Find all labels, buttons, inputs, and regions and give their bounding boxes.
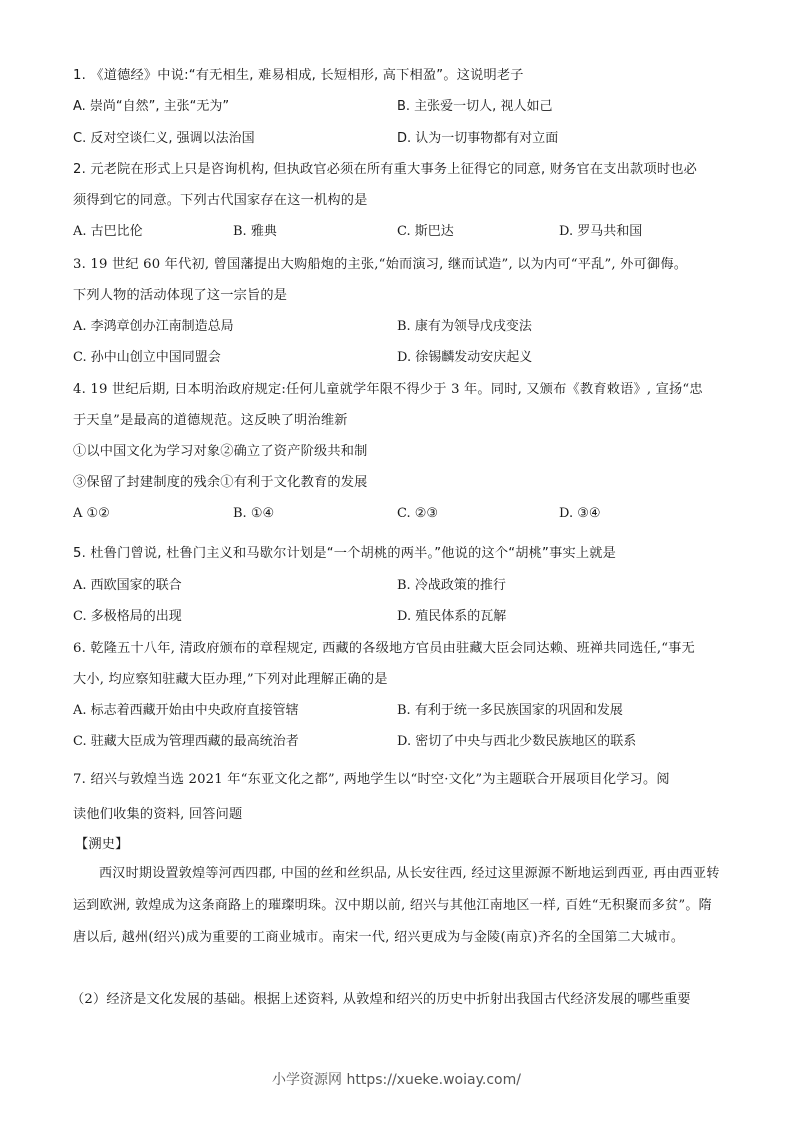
footer-watermark: 小学资源网 https://xueke.woiay.com/ xyxy=(272,1072,521,1088)
q2-option-b: B. 雅典 xyxy=(233,224,277,239)
question-4-item-1-2: ①以中国文化为学习对象②确立了资产阶级共和制 xyxy=(73,444,368,459)
q1-option-c: C. 反对空谈仁义, 强调以法治国 xyxy=(73,131,255,146)
q4-option-d: D. ③④ xyxy=(559,506,601,521)
q5-option-a: A. 西欧国家的联合 xyxy=(73,578,182,593)
q5-option-b: B. 冷战政策的推行 xyxy=(397,578,506,593)
question-3-stem-line-1: 3. 19 世纪 60 年代初, 曾国藩提出大购船炮的主张,“始而演习, 继而试造”, 以为内可“平乱”, 外可御侮。 xyxy=(73,257,688,272)
subquestion-2: （2）经济是文化发展的基础。根据上述资料, 从敦煌和绍兴的历史中折射出我国古代经济发展的哪些重要 xyxy=(71,992,691,1007)
question-4-item-3-4: ③保留了封建制度的残余①有利于文化教育的发展 xyxy=(73,475,368,490)
question-6-stem-line-2: 大小, 均应察知驻藏大臣办理,”下列对此理解正确的是 xyxy=(73,672,388,687)
q4-option-c: C. ②③ xyxy=(397,506,439,521)
question-4-stem-line-1: 4. 19 世纪后期, 日本明治政府规定:任何儿童就学年限不得少于 3 年。同时, 又颁布《教育敕语》, 宣扬“忠 xyxy=(73,382,703,397)
q2-option-a: A. 古巴比伦 xyxy=(73,224,143,239)
q1-option-a: A. 崇尚“自然”, 主张“无为” xyxy=(73,99,230,114)
q6-option-b: B. 有利于统一多民族国家的巩固和发展 xyxy=(397,703,623,718)
q3-option-d: D. 徐锡麟发动安庆起义 xyxy=(397,350,533,365)
question-2-stem-line-1: 2. 元老院在形式上只是咨询机构, 但执政官必须在所有重大事务上征得它的同意, 财务官在支出款项时也必 xyxy=(73,162,697,177)
question-5-stem: 5. 杜鲁门曾说, 杜鲁门主义和马歇尔计划是“一个胡桃的两半。”他说的这个“胡桃”事实上就是 xyxy=(73,546,617,561)
q6-option-d: D. 密切了中央与西北少数民族地区的联系 xyxy=(397,734,637,749)
question-4-stem-line-2: 于天皇”是最高的道德规范。这反映了明治维新 xyxy=(73,413,348,428)
q4-option-a: A ①② xyxy=(73,506,110,521)
q4-option-b: B. ①④ xyxy=(233,506,275,521)
question-1-stem: 1. 《道德经》中说:“有无相生, 难易相成, 长短相形, 高下相盈”。这说明老子 xyxy=(73,68,524,83)
section-title-suyushi: 【溯史】 xyxy=(75,837,129,852)
question-7-stem-line-1: 7. 绍兴与敦煌当选 2021 年“东亚文化之都”, 两地学生以“时空·文化”为主题联合开展项目化学习。阅 xyxy=(73,772,670,787)
q1-option-d: D. 认为一切事物都有对立面 xyxy=(397,131,559,146)
question-6-stem-line-1: 6. 乾隆五十八年, 清政府颁布的章程规定, 西藏的各级地方官员由驻藏大臣会同达赖、班禅共同选任,“事无 xyxy=(73,641,695,656)
history-passage: 西汉时期设置敦煌等河西四郡, 中国的丝和丝织品, 从长安往西, 经过这里源源不断地运到西亚, 再由西亚转运到欧洲, 敦煌成为这条商路上的璀璨明珠。汉中期以前, 绍兴与其他江南地区一样, 百姓“无积聚而多贫”。隋唐以后, 越州(绍兴)成为重要的工商业城市。南宋一代, 绍兴更成为与金陵(南京)齐名的全国第二大城市。 xyxy=(73,866,720,945)
q6-option-a: A. 标志着西藏开始由中央政府直接管辖 xyxy=(73,703,299,718)
question-3-stem-line-2: 下列人物的活动体现了这一宗旨的是 xyxy=(73,288,288,303)
q2-option-c: C. 斯巴达 xyxy=(397,224,454,239)
q5-option-c: C. 多极格局的出现 xyxy=(73,609,182,624)
question-2-stem-line-2: 须得到它的同意。下列古代国家存在这一机构的是 xyxy=(73,193,368,208)
q5-option-d: D. 殖民体系的瓦解 xyxy=(397,609,507,624)
q3-option-b: B. 康有为领导戊戌变法 xyxy=(397,319,532,334)
q6-option-c: C. 驻藏大臣成为管理西藏的最高统治者 xyxy=(73,734,299,749)
q3-option-c: C. 孙中山创立中国同盟会 xyxy=(73,350,221,365)
question-7-stem-line-2: 读他们收集的资料, 回答问题 xyxy=(73,807,243,822)
q1-option-b: B. 主张爱一切人, 视人如己 xyxy=(397,99,553,114)
q2-option-d: D. 罗马共和国 xyxy=(559,224,643,239)
q3-option-a: A. 李鸿章创办江南制造总局 xyxy=(73,319,234,334)
